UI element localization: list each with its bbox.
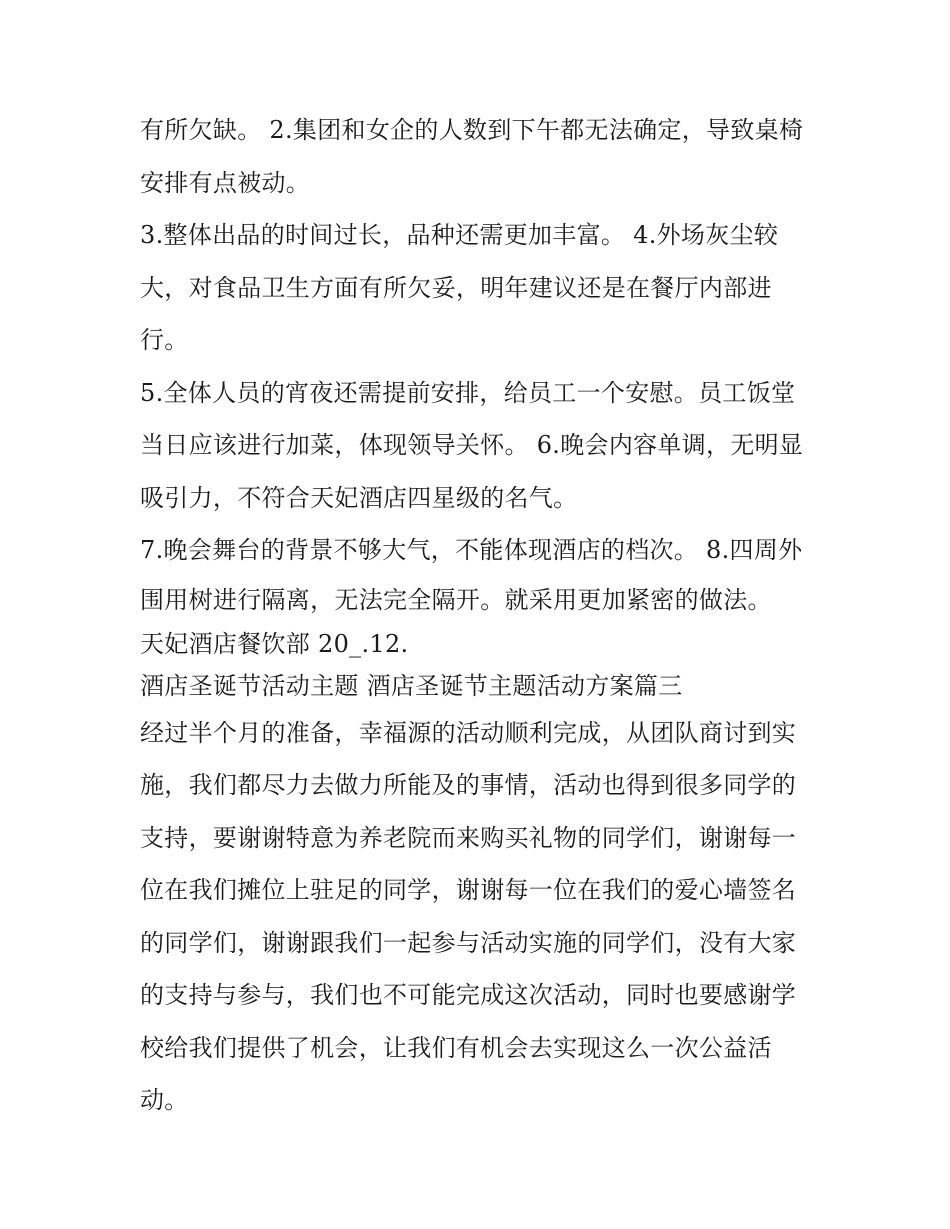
text-line: 的同学们，谢谢跟我们一起参与活动实施的同学们，没有大家 <box>140 928 797 957</box>
text-line: 施，我们都尽力去做力所能及的事情，活动也得到很多同学的 <box>140 771 797 799</box>
text-line: 安排有点被动。 <box>140 168 311 197</box>
text-line: 动。 <box>140 1086 189 1114</box>
text-line: 大，对食品卫生方面有所欠妥，明年建议还是在餐厅内部进 <box>140 273 772 302</box>
text-line: 的支持与参与，我们也不可能完成这次活动，同时也要感谢学 <box>140 981 797 1009</box>
text-line: 行。 <box>140 326 189 354</box>
text-line: 当日应该进行加菜，体现领导关怀。 6.晚会内容单调，无明显 <box>140 431 804 459</box>
text-line: 围用树进行隔离，无法完全隔开。就采用更加紧密的做法。 <box>140 585 772 614</box>
text-line: 吸引力，不符合天妃酒店四星级的名气。 <box>140 483 578 512</box>
signature-line: 天妃酒店餐饮部 20_.12. <box>140 629 409 658</box>
text-line: 7.晚会舞台的背景不够大气，不能体现酒店的档次。 8.四周外 <box>140 536 803 564</box>
text-line: 校给我们提供了机会，让我们有机会去实现这么一次公益活 <box>140 1033 772 1062</box>
text-line: 经过半个月的准备，幸福源的活动顺利完成，从团队商讨到实 <box>140 718 797 747</box>
text-line: 支持，要谢谢特意为养老院而来购买礼物的同学们，谢谢每一 <box>140 823 797 852</box>
text-line: 5.全体人员的宵夜还需提前安排，给员工一个安慰。员工饭堂 <box>140 378 796 407</box>
text-line: 3.整体出品的时间过长，品种还需更加丰富。 4.外场灰尘较 <box>140 221 779 249</box>
text-line: 位在我们摊位上驻足的同学，谢谢每一位在我们的爱心墙签名 <box>140 876 797 904</box>
document-body <box>140 104 830 1127</box>
text-line: 有所欠缺。 2.集团和女企的人数到下午都无法确定，导致桌椅 <box>140 116 804 144</box>
section-heading: 酒店圣诞节活动主题 酒店圣诞节主题活动方案篇三 <box>140 671 683 700</box>
